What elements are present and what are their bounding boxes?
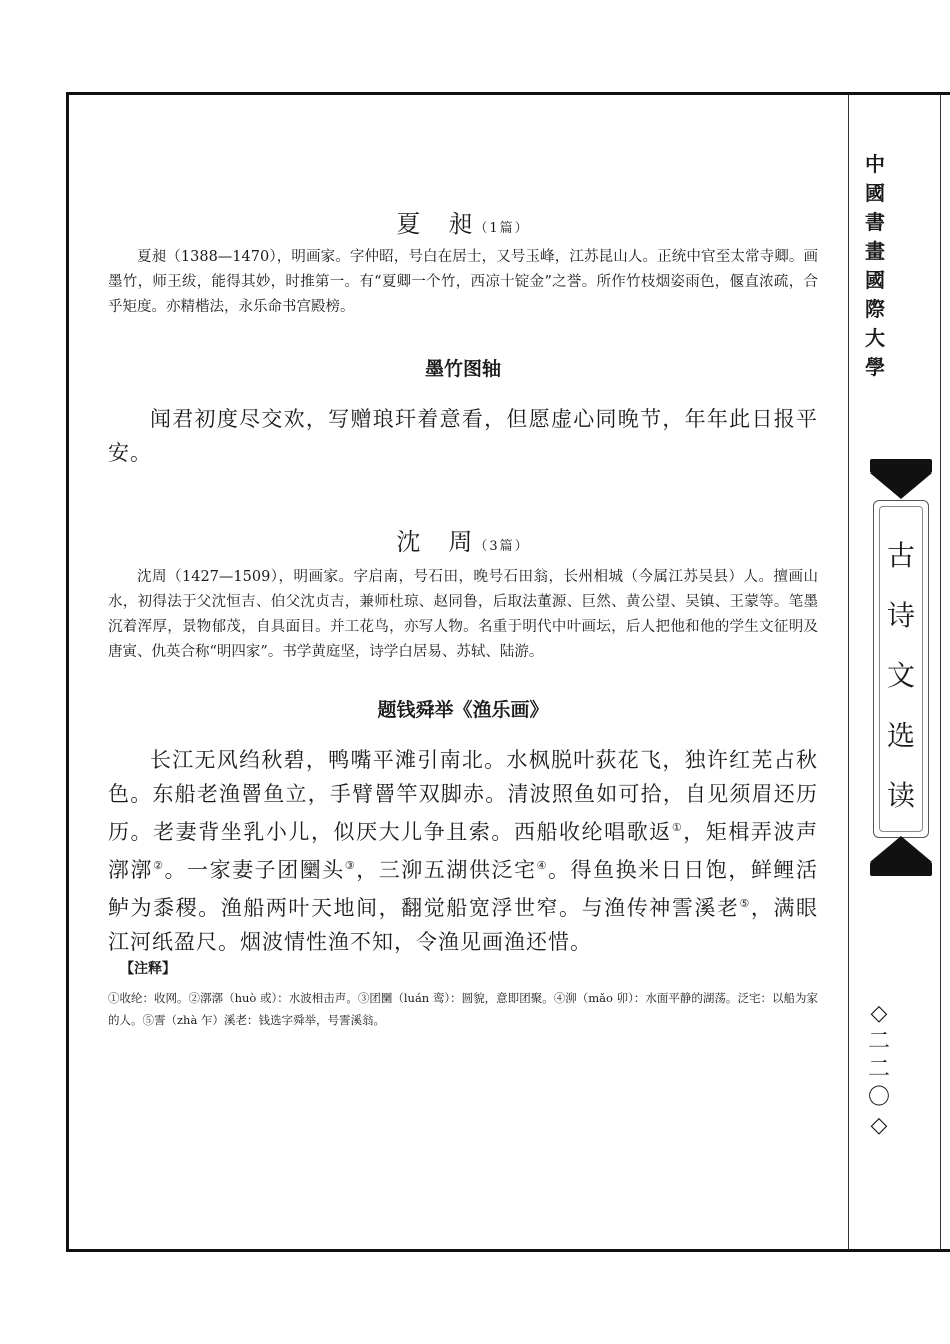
page-number-char: 〇 (867, 1085, 890, 1110)
footnote-marker: ② (153, 859, 165, 872)
author-bio: 沈周（1427—1509），明画家。字启南，号石田，晚号石田翁，长州相城（今属江苏吴县）人。擅画山水，初得法于父沈恒吉、伯父沈贞吉，兼师杜琼、赵同鲁，后取法董源、巨然、黄公望、吴镇、王蒙等。笔墨沉着浑厚，景物郁茂，自具面目。并工花鸟，亦写人物。名重于明代中叶画坛，后人把他和他的学生文征明及唐寅、仇英合称“明四家”。书学黄庭坚，诗学白居易、苏轼、陆游。 (108, 569, 818, 660)
poem-segment: ，三泖五湖供泛宅 (356, 858, 537, 882)
piece-count: （3篇） (474, 539, 530, 554)
author-name: 沈 周 (396, 528, 475, 556)
poem-text (108, 743, 818, 959)
notes-heading: 【注释】 (120, 961, 176, 977)
page-number-vertical (862, 1000, 896, 1140)
author-name: 夏 昶 (396, 210, 475, 238)
frame-left-border (66, 92, 69, 1252)
book-title-char: 文 (886, 659, 915, 692)
book-tab-bottom-chevron (870, 836, 932, 862)
author-heading-xia-chang (108, 204, 818, 239)
school-char: 際 (865, 297, 885, 321)
poem-text: 闻君初度尽交欢，写赠琅玕着意看，但愿虚心同晚节，年年此日报平安。 (108, 407, 818, 465)
school-char: 大 (865, 326, 885, 350)
book-title-char: 诗 (886, 599, 915, 632)
book-title-char: 选 (886, 719, 915, 752)
poem-segment: ，满眼江河纸盈尺。烟波情性渔不知，令渔见画渔还惜。 (108, 896, 818, 954)
book-tab-top-bar (870, 459, 932, 473)
sidebar-rule-left (848, 95, 849, 1249)
poem-segment: ，矩楫弄波声漷漷 (108, 820, 818, 882)
author-bio: 夏昶（1388—1470），明画家。字仲昭，号白在居士，又号玉峰，江苏昆山人。正统中官至太常寺卿。画墨竹，师王绂，能得其妙，时推第一。有“夏卿一个竹，西凉十锭金”之誉。所作竹枝烟姿雨色，偃直浓疏，合乎矩度。亦精楷法，永乐命书宫殿榜。 (108, 249, 818, 315)
frame-top-border (66, 92, 950, 95)
poem-title: 墨竹图轴 (424, 358, 501, 380)
author-heading-shen-zhou (108, 522, 818, 557)
sidebar-rule-right (940, 95, 941, 1249)
poem-segment: 长江无风绉秋碧，鸭嘴平滩引南北。水枫脱叶荻花飞，独许红芜占秋色。东船老渔罾鱼立，手臂罾竿双脚赤。清波照鱼如可拾，自见须眉还历历。老妻背坐乳小儿，似厌大儿争且索。西船收纶唱歌返 (108, 748, 818, 844)
school-char: 國 (865, 268, 885, 292)
book-tab-bottom-bar (870, 862, 932, 876)
book-title-char: 古 (886, 539, 915, 572)
poem-segment: 。一家妻子团圞头 (164, 858, 345, 882)
poem-title: 题钱舜举《渔乐画》 (377, 699, 549, 721)
school-char: 中 (865, 152, 885, 176)
footnote-marker: ③ (344, 859, 357, 872)
piece-count: （1篇） (474, 221, 530, 236)
school-name-vertical (860, 150, 890, 382)
poem-segment: 。得鱼换米日日饱，鲜鲤活鲈为黍稷。渔船两叶天地间，翻觉船宽浮世窄。与渔传神霅溪老 (108, 858, 818, 920)
notes-text: ①收纶：收网。②漷漷（huò 或）：水波相击声。③团圞（luán 鸾）：圆貌，意即团聚。④泖（mǎo 卯）：水面平静的湖荡。泛宅：以船为家的人。⑤霅（zhà 乍）溪老：钱选字舜举，号霅溪翁。 (108, 991, 818, 1027)
book-title-char: 读 (886, 779, 915, 812)
school-char: 畫 (865, 239, 885, 263)
page-number-char: 二 (867, 1057, 890, 1082)
book-title-vertical (880, 526, 922, 826)
page-number-char: 二 (867, 1029, 890, 1054)
page-number-char: ◇ (870, 1001, 888, 1026)
footnote-marker: ① (671, 821, 684, 834)
page-number-char: ◇ (870, 1113, 888, 1138)
school-char: 學 (865, 355, 885, 379)
school-char: 國 (865, 181, 885, 205)
book-tab-top-chevron (870, 473, 932, 499)
footnote-marker: ⑤ (739, 897, 751, 910)
school-char: 書 (865, 210, 885, 234)
frame-bottom-border (66, 1249, 950, 1252)
footnote-marker: ④ (536, 859, 548, 872)
